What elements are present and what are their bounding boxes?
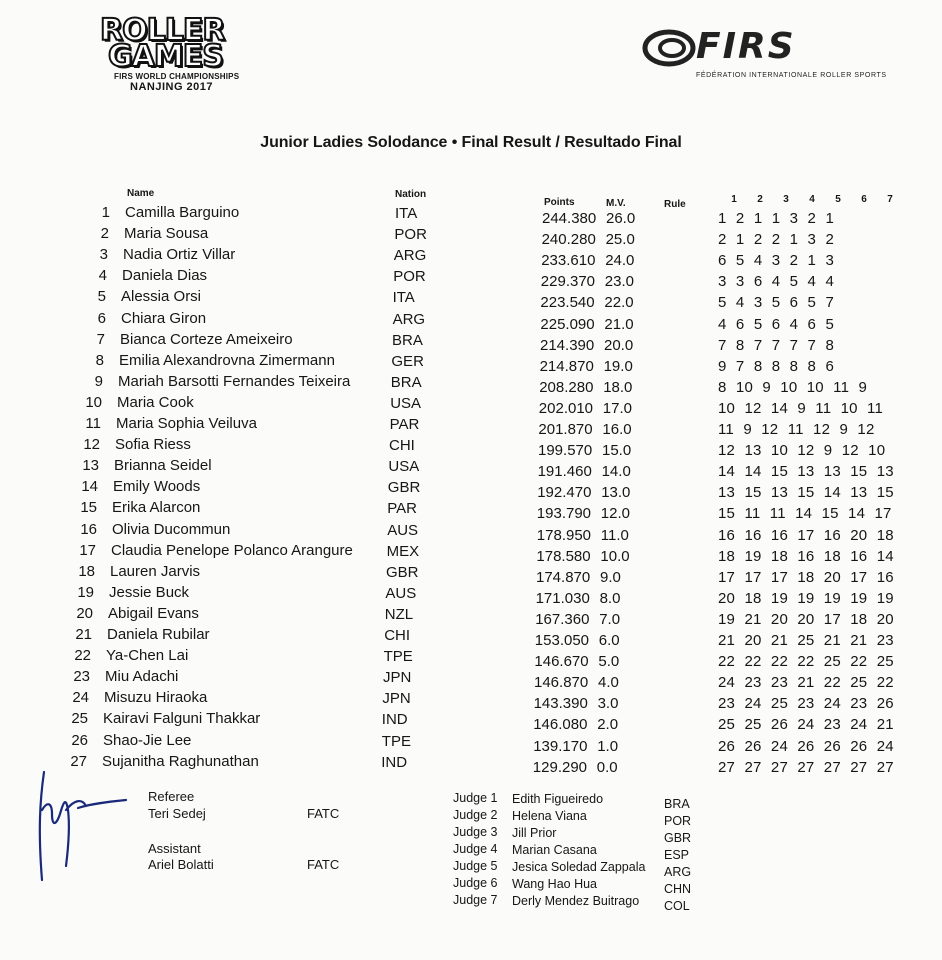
result-mv: 6.0 bbox=[598, 632, 620, 649]
judge-name: Jill Prior bbox=[512, 826, 557, 840]
result-name: Camilla Barguino bbox=[125, 204, 240, 221]
result-rank: 3 bbox=[99, 246, 108, 264]
result-name: Kairavi Falguni Thakkar bbox=[103, 710, 261, 728]
result-row bbox=[0, 329, 942, 354]
result-rank: 24 bbox=[72, 689, 89, 707]
judge-header-1: 1 bbox=[731, 194, 737, 205]
referee-org: FATC bbox=[307, 806, 340, 821]
result-judge-ranks: 6 5 4 3 2 1 3 bbox=[718, 252, 835, 270]
result-nation: TPE bbox=[383, 648, 413, 666]
handwritten-signature bbox=[30, 770, 130, 890]
result-rank: 15 bbox=[80, 499, 97, 517]
result-points: 225.090 bbox=[540, 315, 595, 333]
result-mv: 1.0 bbox=[597, 737, 619, 755]
result-row bbox=[0, 455, 942, 481]
result-mv: 10.0 bbox=[600, 547, 630, 565]
judge-name: Jesica Soledad Zappala bbox=[512, 860, 646, 874]
result-judge-ranks: 2 1 2 2 1 3 2 bbox=[718, 231, 835, 249]
document-title: Junior Ladies Solodance • Final Result / Resultado Final bbox=[260, 134, 682, 151]
result-row bbox=[0, 519, 942, 544]
result-points: 192.470 bbox=[537, 484, 592, 502]
result-nation: TPE bbox=[381, 732, 411, 750]
result-row bbox=[0, 223, 942, 249]
header-rule: Rule bbox=[664, 199, 686, 210]
result-rank: 1 bbox=[101, 204, 110, 221]
result-nation: IND bbox=[381, 711, 408, 729]
result-nation: AUS bbox=[387, 521, 419, 539]
judge-nation: ESP bbox=[664, 848, 690, 862]
result-row bbox=[0, 350, 942, 375]
result-points: 171.030 bbox=[535, 589, 590, 607]
result-row bbox=[0, 476, 942, 502]
result-nation: JPN bbox=[383, 669, 412, 687]
result-points: 202.010 bbox=[538, 399, 594, 417]
result-nation: BRA bbox=[392, 331, 423, 349]
result-judge-ranks: 17 17 17 18 20 17 16 bbox=[718, 568, 894, 586]
result-nation: POR bbox=[394, 226, 427, 244]
result-mv: 13.0 bbox=[601, 484, 631, 502]
result-mv: 9.0 bbox=[600, 568, 621, 586]
result-nation: ARG bbox=[393, 247, 427, 265]
result-judge-ranks: 7 8 7 7 7 7 8 bbox=[718, 336, 835, 354]
result-judge-ranks: 16 16 16 17 16 20 18 bbox=[718, 526, 894, 544]
result-mv: 19.0 bbox=[603, 357, 633, 375]
result-rank: 5 bbox=[97, 288, 106, 306]
result-name: Sujanitha Raghunathan bbox=[102, 752, 259, 770]
result-rank: 23 bbox=[73, 668, 90, 686]
judge-header-7: 7 bbox=[887, 194, 893, 205]
result-mv: 12.0 bbox=[600, 505, 630, 523]
result-mv: 7.0 bbox=[599, 610, 621, 628]
result-nation: JPN bbox=[382, 690, 411, 708]
result-points: 214.870 bbox=[539, 357, 594, 375]
result-row bbox=[0, 434, 942, 460]
firs-subtitle: FÉDÉRATION INTERNATIONALE ROLLER SPORTS bbox=[696, 72, 887, 79]
result-name: Claudia Penelope Polanco Arangure bbox=[111, 541, 353, 559]
result-judge-ranks: 21 20 21 25 21 21 23 bbox=[718, 632, 894, 649]
result-row bbox=[0, 561, 942, 586]
result-row bbox=[0, 603, 942, 628]
result-name: Maria Sousa bbox=[124, 225, 209, 243]
result-points: 201.870 bbox=[538, 421, 593, 438]
logo-line-games: GAMES bbox=[108, 39, 223, 74]
result-nation: CHI bbox=[389, 437, 415, 455]
result-points: 199.570 bbox=[538, 442, 593, 460]
roller-games-logo bbox=[100, 13, 300, 98]
result-row bbox=[0, 202, 942, 227]
assistant-label: Assistant bbox=[148, 841, 201, 856]
result-rank: 12 bbox=[83, 436, 100, 454]
result-judge-ranks: 5 4 3 5 6 5 7 bbox=[718, 294, 835, 312]
result-row bbox=[0, 666, 942, 692]
result-nation: IND bbox=[381, 753, 408, 771]
judge-header-4: 4 bbox=[809, 194, 815, 205]
result-row bbox=[0, 413, 942, 438]
result-rank: 27 bbox=[70, 752, 87, 770]
result-points: 146.870 bbox=[534, 674, 589, 692]
result-rank: 17 bbox=[79, 541, 96, 559]
result-rank: 2 bbox=[100, 225, 109, 243]
result-row bbox=[0, 308, 942, 333]
result-row bbox=[0, 645, 942, 671]
result-name: Erika Alarcon bbox=[112, 499, 201, 517]
result-mv: 2.0 bbox=[597, 716, 619, 734]
result-nation: USA bbox=[390, 394, 422, 412]
result-rank: 4 bbox=[98, 267, 107, 285]
result-nation: GBR bbox=[386, 563, 419, 581]
assistant-org: FATC bbox=[307, 857, 340, 872]
judge-label: Judge 1 bbox=[453, 791, 498, 805]
judge-name: Edith Figueiredo bbox=[512, 792, 604, 806]
result-nation: ITA bbox=[395, 205, 418, 222]
result-points: 178.580 bbox=[536, 547, 591, 565]
result-mv: 11.0 bbox=[600, 526, 629, 544]
result-nation: CHI bbox=[384, 627, 411, 644]
result-rank: 22 bbox=[74, 647, 91, 665]
result-judge-ranks: 18 19 18 16 18 16 14 bbox=[718, 547, 894, 565]
result-mv: 16.0 bbox=[602, 421, 632, 438]
result-mv: 18.0 bbox=[603, 378, 633, 396]
header-mv: M.V. bbox=[606, 198, 626, 209]
result-mv: 0.0 bbox=[596, 758, 618, 776]
result-points: 143.390 bbox=[533, 695, 588, 713]
result-rank: 13 bbox=[82, 457, 99, 475]
judge-label: Judge 7 bbox=[453, 893, 498, 907]
result-judge-ranks: 25 25 26 24 23 24 21 bbox=[718, 716, 894, 734]
result-nation: USA bbox=[388, 458, 420, 476]
result-name: Olivia Ducommun bbox=[112, 520, 231, 538]
result-mv: 8.0 bbox=[599, 589, 621, 607]
result-judge-ranks: 15 11 11 14 15 14 17 bbox=[718, 505, 892, 523]
result-mv: 26.0 bbox=[606, 210, 636, 227]
result-mv: 4.0 bbox=[598, 674, 619, 692]
result-judge-ranks: 22 22 22 22 25 22 25 bbox=[718, 653, 894, 671]
judge-header-6: 6 bbox=[861, 194, 867, 205]
result-rank: 16 bbox=[80, 520, 97, 538]
result-row bbox=[0, 582, 942, 607]
judge-nation: POR bbox=[664, 814, 692, 828]
result-rank: 21 bbox=[75, 626, 92, 643]
result-nation: ITA bbox=[392, 289, 415, 307]
result-name: Miu Adachi bbox=[105, 668, 179, 686]
judge-name: Wang Hao Hua bbox=[512, 877, 597, 891]
result-points: 129.290 bbox=[532, 758, 588, 776]
result-judge-ranks: 27 27 27 27 27 27 27 bbox=[718, 758, 894, 776]
result-nation: MEX bbox=[386, 542, 420, 560]
result-mv: 5.0 bbox=[598, 653, 620, 671]
result-nation: AUS bbox=[385, 584, 417, 602]
judge-label: Judge 3 bbox=[453, 825, 498, 839]
result-row bbox=[0, 286, 942, 312]
assistant-name: Ariel Bolatti bbox=[148, 857, 214, 872]
result-nation: BRA bbox=[390, 373, 422, 391]
result-judge-ranks: 9 7 8 8 8 8 6 bbox=[718, 357, 835, 375]
judge-label: Judge 4 bbox=[453, 842, 498, 856]
result-points: 223.540 bbox=[540, 294, 595, 312]
result-nation: GER bbox=[391, 352, 424, 370]
result-rank: 11 bbox=[85, 415, 101, 432]
judge-header-3: 3 bbox=[783, 194, 789, 205]
result-judge-ranks: 24 23 23 21 22 25 22 bbox=[718, 674, 894, 692]
result-nation: GBR bbox=[387, 479, 421, 497]
result-mv: 15.0 bbox=[602, 442, 632, 460]
result-name: Maria Cook bbox=[117, 393, 194, 411]
logo-line-roller: ROLLER bbox=[100, 13, 225, 48]
result-name: Sofia Riess bbox=[115, 436, 191, 454]
result-judge-ranks: 8 10 9 10 10 11 9 bbox=[718, 378, 868, 396]
result-name: Abigail Evans bbox=[108, 604, 199, 622]
result-points: 191.460 bbox=[537, 463, 592, 481]
result-judge-ranks: 4 6 5 6 4 6 5 bbox=[718, 315, 835, 333]
result-judge-ranks: 12 13 10 12 9 12 10 bbox=[718, 442, 886, 460]
result-points: 193.790 bbox=[536, 505, 592, 523]
result-mv: 20.0 bbox=[604, 336, 634, 354]
result-name: Jessie Buck bbox=[109, 583, 190, 601]
result-points: 178.950 bbox=[536, 526, 592, 544]
result-name: Emily Woods bbox=[113, 478, 201, 496]
logo-line-city: NANJING 2017 bbox=[130, 81, 214, 93]
result-judge-ranks: 11 9 12 11 12 9 12 bbox=[718, 421, 875, 438]
result-judge-ranks: 3 3 6 4 5 4 4 bbox=[718, 273, 835, 291]
result-mv: 22.0 bbox=[604, 294, 634, 312]
result-row bbox=[0, 540, 942, 565]
result-name: Ya-Chen Lai bbox=[106, 647, 189, 665]
result-judge-ranks: 20 18 19 19 19 19 19 bbox=[718, 589, 894, 607]
result-points: 139.170 bbox=[533, 737, 588, 755]
result-name: Nadia Ortiz Villar bbox=[123, 246, 236, 264]
judge-label: Judge 5 bbox=[453, 859, 498, 873]
result-nation: ARG bbox=[392, 310, 426, 328]
result-points: 146.670 bbox=[534, 653, 589, 671]
result-judge-ranks: 26 26 24 26 26 26 24 bbox=[718, 737, 894, 755]
judge-name: Derly Mendez Buitrago bbox=[512, 894, 640, 908]
judge-header-5: 5 bbox=[835, 194, 841, 205]
result-name: Emilia Alexandrovna Zimermann bbox=[119, 351, 335, 369]
judge-nation: BRA bbox=[664, 797, 690, 811]
result-points: 244.380 bbox=[542, 210, 597, 227]
judge-nation: CHN bbox=[664, 882, 692, 896]
result-nation: POR bbox=[393, 268, 426, 286]
firs-logo bbox=[640, 20, 890, 90]
result-row bbox=[0, 624, 942, 649]
result-mv: 23.0 bbox=[604, 273, 634, 291]
result-judge-ranks: 19 21 20 20 17 18 20 bbox=[718, 610, 894, 628]
result-mv: 17.0 bbox=[602, 399, 632, 417]
judge-header-2: 2 bbox=[757, 194, 763, 205]
result-judge-ranks: 10 12 14 9 11 10 11 bbox=[718, 399, 884, 417]
result-mv: 21.0 bbox=[604, 315, 634, 333]
result-row bbox=[0, 730, 942, 755]
header-name: Name bbox=[127, 188, 155, 199]
result-rank: 26 bbox=[71, 731, 88, 749]
result-points: 146.080 bbox=[533, 716, 588, 734]
result-name: Maria Sophia Veiluva bbox=[116, 415, 257, 432]
result-row bbox=[0, 392, 942, 417]
result-points: 167.360 bbox=[535, 610, 590, 628]
result-mv: 3.0 bbox=[597, 695, 619, 713]
result-rank: 18 bbox=[78, 562, 95, 580]
result-judge-ranks: 1 2 1 1 3 2 1 bbox=[718, 210, 835, 227]
result-points: 233.610 bbox=[541, 252, 596, 270]
result-points: 153.050 bbox=[534, 632, 590, 649]
result-rank: 6 bbox=[97, 309, 106, 327]
referee-name: Teri Sedej bbox=[148, 806, 206, 821]
result-row bbox=[0, 497, 942, 523]
result-name: Misuzu Hiraoka bbox=[104, 689, 208, 707]
referee-label: Referee bbox=[148, 789, 195, 804]
result-name: Daniela Dias bbox=[122, 267, 208, 285]
logo-line-championships: FIRS WORLD CHAMPIONSHIPS bbox=[114, 72, 240, 81]
result-nation: PAR bbox=[389, 416, 420, 433]
firs-swirl-icon bbox=[642, 28, 696, 68]
judge-nation: GBR bbox=[664, 831, 692, 845]
judge-label: Judge 6 bbox=[453, 876, 498, 890]
result-name: Brianna Seidel bbox=[114, 457, 212, 475]
result-rank: 25 bbox=[71, 710, 88, 728]
result-row bbox=[0, 244, 942, 270]
result-points: 229.370 bbox=[540, 273, 596, 291]
result-rank: 20 bbox=[76, 604, 93, 622]
result-name: Alessia Orsi bbox=[121, 288, 202, 306]
judge-name: Marian Casana bbox=[512, 843, 597, 857]
result-points: 214.390 bbox=[540, 336, 595, 354]
result-points: 208.280 bbox=[539, 378, 594, 396]
result-name: Mariah Barsotti Fernandes Teixeira bbox=[118, 372, 351, 390]
result-row bbox=[0, 371, 942, 396]
result-judge-ranks: 23 24 25 23 24 23 26 bbox=[718, 695, 894, 713]
result-rank: 7 bbox=[96, 330, 105, 348]
result-row bbox=[0, 687, 942, 713]
result-points: 174.870 bbox=[536, 568, 591, 586]
result-judge-ranks: 13 15 13 15 14 13 15 bbox=[718, 484, 894, 502]
judge-label: Judge 2 bbox=[453, 808, 498, 822]
result-nation: NZL bbox=[384, 605, 414, 623]
result-judge-ranks: 14 14 15 13 13 15 13 bbox=[718, 463, 894, 481]
result-mv: 14.0 bbox=[601, 463, 631, 481]
result-mv: 25.0 bbox=[605, 231, 635, 249]
result-name: Daniela Rubilar bbox=[107, 626, 210, 643]
judge-nation: COL bbox=[664, 899, 690, 913]
header-nation: Nation bbox=[395, 189, 427, 200]
result-mv: 24.0 bbox=[605, 252, 635, 270]
result-name: Shao-Jie Lee bbox=[103, 731, 192, 749]
result-row bbox=[0, 751, 942, 776]
result-rank: 10 bbox=[85, 393, 102, 411]
result-nation: PAR bbox=[387, 500, 417, 518]
result-row bbox=[0, 265, 942, 291]
result-rank: 9 bbox=[94, 372, 103, 390]
judge-name: Helena Viana bbox=[512, 809, 587, 823]
result-name: Bianca Corteze Ameixeiro bbox=[120, 330, 293, 348]
result-rank: 14 bbox=[81, 478, 98, 496]
judge-nation: ARG bbox=[664, 865, 692, 879]
firs-wordmark: FIRS bbox=[696, 26, 796, 67]
result-name: Lauren Jarvis bbox=[110, 562, 201, 580]
result-rank: 8 bbox=[95, 351, 104, 369]
header-points: Points bbox=[544, 197, 575, 208]
result-name: Chiara Giron bbox=[121, 309, 207, 327]
result-rank: 19 bbox=[77, 583, 94, 601]
result-points: 240.280 bbox=[541, 231, 596, 249]
result-row bbox=[0, 708, 942, 734]
